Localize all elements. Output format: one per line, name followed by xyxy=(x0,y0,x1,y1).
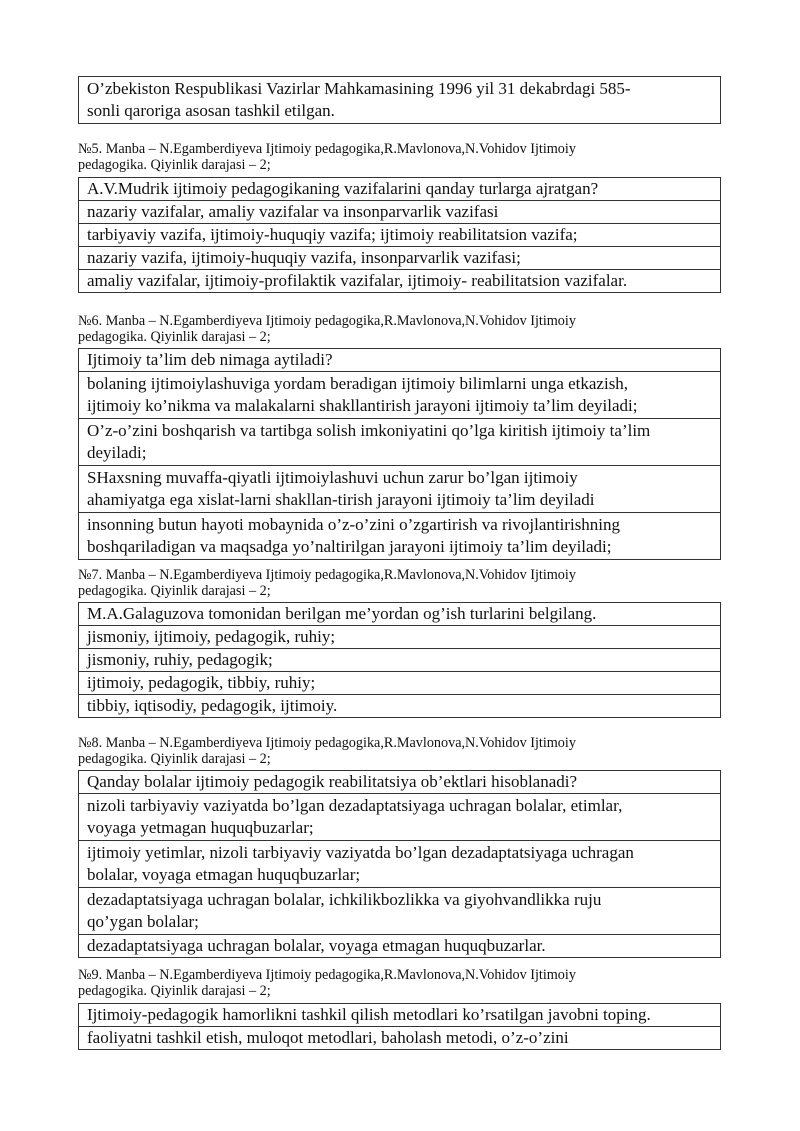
answer-option xyxy=(79,419,720,466)
question-box xyxy=(78,177,721,293)
question-box xyxy=(78,602,721,718)
question-box xyxy=(78,348,721,560)
source-line: №8. Manba – N.Egamberdiyeva Ijtimoiy pedagogika,R.Mavlonova,N.Vohidov Ijtimoiy xyxy=(78,735,576,751)
answer-option: faoliyatni tashkil etish, muloqot metodlari, baholash metodi, o’z-o’zini xyxy=(87,1028,569,1047)
answer-option: nazariy vazifalar, amaliy vazifalar va insonparvarlik vazifasi xyxy=(79,201,720,224)
answer-line: ahamiyatga ega xislat-larni shakllan-tirish jarayoni ijtimoiy ta’lim deyiladi xyxy=(87,490,595,509)
answer-option: tibbiy, iqtisodiy, pedagogik, ijtimoiy. xyxy=(87,696,338,715)
question-source xyxy=(78,735,721,767)
question-text: A.V.Mudrik ijtimoiy pedagogikaning vazifalarini qanday turlarga ajratgan? xyxy=(79,178,720,201)
answer-option: dezadaptatsiyaga uchragan bolalar, voyaga etmagan huquqbuzarlar. xyxy=(87,936,546,955)
source-line: №5. Manba – N.Egamberdiyeva Ijtimoiy pedagogika,R.Mavlonova,N.Vohidov Ijtimoiy xyxy=(78,141,576,157)
question-source xyxy=(78,967,721,999)
answer-line: ijtimoiy yetimlar, nizoli tarbiyaviy vaziyatda bo’lgan dezadaptatsiyaga uchragan xyxy=(87,843,634,862)
question-text: Ijtimoiy ta’lim deb nimaga aytiladi? xyxy=(79,349,720,372)
answer-line: bolaning ijtimoiylashuviga yordam beradigan ijtimoiy bilimlarni unga etkazish, xyxy=(87,374,629,393)
answer-line: insonning butun hayoti mobaynida o’z-o’zini o’zgartirish va rivojlantirishning xyxy=(87,515,621,534)
answer-line: voyaga yetmagan huquqbuzarlar; xyxy=(87,818,314,837)
answer-line: bolalar, voyaga etmagan huquqbuzarlar; xyxy=(87,865,361,884)
source-line: pedagogika. Qiyinlik darajasi – 2; xyxy=(78,751,271,767)
answer-option: ijtimoiy, pedagogik, tibbiy, ruhiy; xyxy=(79,672,720,695)
answer-option: nazariy vazifa, ijtimoiy-huquqiy vazifa, insonparvarlik vazifasi; xyxy=(79,247,720,270)
answer-line: O’z-o’zini boshqarish va tartibga solish imkoniyatini qo’lga kiritish ijtimoiy ta’lim xyxy=(87,421,651,440)
answer-line: deyiladi; xyxy=(87,443,147,462)
intro-text xyxy=(79,77,720,123)
answer-option: amaliy vazifalar, ijtimoiy-profilaktik vazifalar, ijtimoiy- reabilitatsion vazifalar. xyxy=(87,271,628,290)
question-box xyxy=(78,1003,721,1050)
answer-option xyxy=(79,794,720,841)
answer-option xyxy=(79,466,720,513)
intro-line: sonli qaroriga asosan tashkil etilgan. xyxy=(87,101,335,120)
question-text: Qanday bolalar ijtimoiy pedagogik reabilitatsiya ob’ektlari hisoblanadi? xyxy=(79,771,720,794)
question-source xyxy=(78,567,721,599)
answer-option xyxy=(79,372,720,419)
question-text: M.A.Galaguzova tomonidan berilgan me’yordan og’ish turlarini belgilang. xyxy=(79,603,720,626)
answer-line: dezadaptatsiyaga uchragan bolalar, ichkilikbozlikka va giyohvandlikka ruju xyxy=(87,890,602,909)
answer-option: tarbiyaviy vazifa, ijtimoiy-huquqiy vazifa; ijtimoiy reabilitatsion vazifa; xyxy=(79,224,720,247)
source-line: pedagogika. Qiyinlik darajasi – 2; xyxy=(78,157,271,173)
answer-line: SHaxsning muvaffa-qiyatli ijtimoiylashuvi uchun zarur bo’lgan ijtimoiy xyxy=(87,468,578,487)
intro-box xyxy=(78,76,721,124)
answer-option xyxy=(79,513,720,559)
source-line: pedagogika. Qiyinlik darajasi – 2; xyxy=(78,329,271,345)
answer-option: jismoniy, ruhiy, pedagogik; xyxy=(79,649,720,672)
answer-line: ijtimoiy ko’nikma va malakalarni shakllantirish jarayoni ijtimoiy ta’lim deyiladi; xyxy=(87,396,638,415)
question-text: Ijtimoiy-pedagogik hamorlikni tashkil qilish metodlari ko’rsatilgan javobni toping. xyxy=(79,1004,720,1027)
source-line: pedagogika. Qiyinlik darajasi – 2; xyxy=(78,583,271,599)
answer-line: nizoli tarbiyaviy vaziyatda bo’lgan dezadaptatsiyaga uchragan bolalar, etimlar, xyxy=(87,796,623,815)
intro-line: O’zbekiston Respublikasi Vazirlar Mahkamasining 1996 yil 31 dekabrdagi 585- xyxy=(87,79,631,98)
source-line: pedagogika. Qiyinlik darajasi – 2; xyxy=(78,983,271,999)
answer-line: qo’ygan bolalar; xyxy=(87,912,199,931)
question-source xyxy=(78,141,721,173)
source-line: №7. Manba – N.Egamberdiyeva Ijtimoiy pedagogika,R.Mavlonova,N.Vohidov Ijtimoiy xyxy=(78,567,576,583)
answer-option xyxy=(79,888,720,935)
source-line: №6. Manba – N.Egamberdiyeva Ijtimoiy pedagogika,R.Mavlonova,N.Vohidov Ijtimoiy xyxy=(78,313,576,329)
answer-option xyxy=(79,841,720,888)
answer-option: jismoniy, ijtimoiy, pedagogik, ruhiy; xyxy=(79,626,720,649)
question-box xyxy=(78,770,721,958)
question-source xyxy=(78,313,721,345)
answer-line: boshqariladigan va maqsadga yo’naltirilgan jarayoni ijtimoiy ta’lim deyiladi; xyxy=(87,537,612,556)
source-line: №9. Manba – N.Egamberdiyeva Ijtimoiy pedagogika,R.Mavlonova,N.Vohidov Ijtimoiy xyxy=(78,967,576,983)
